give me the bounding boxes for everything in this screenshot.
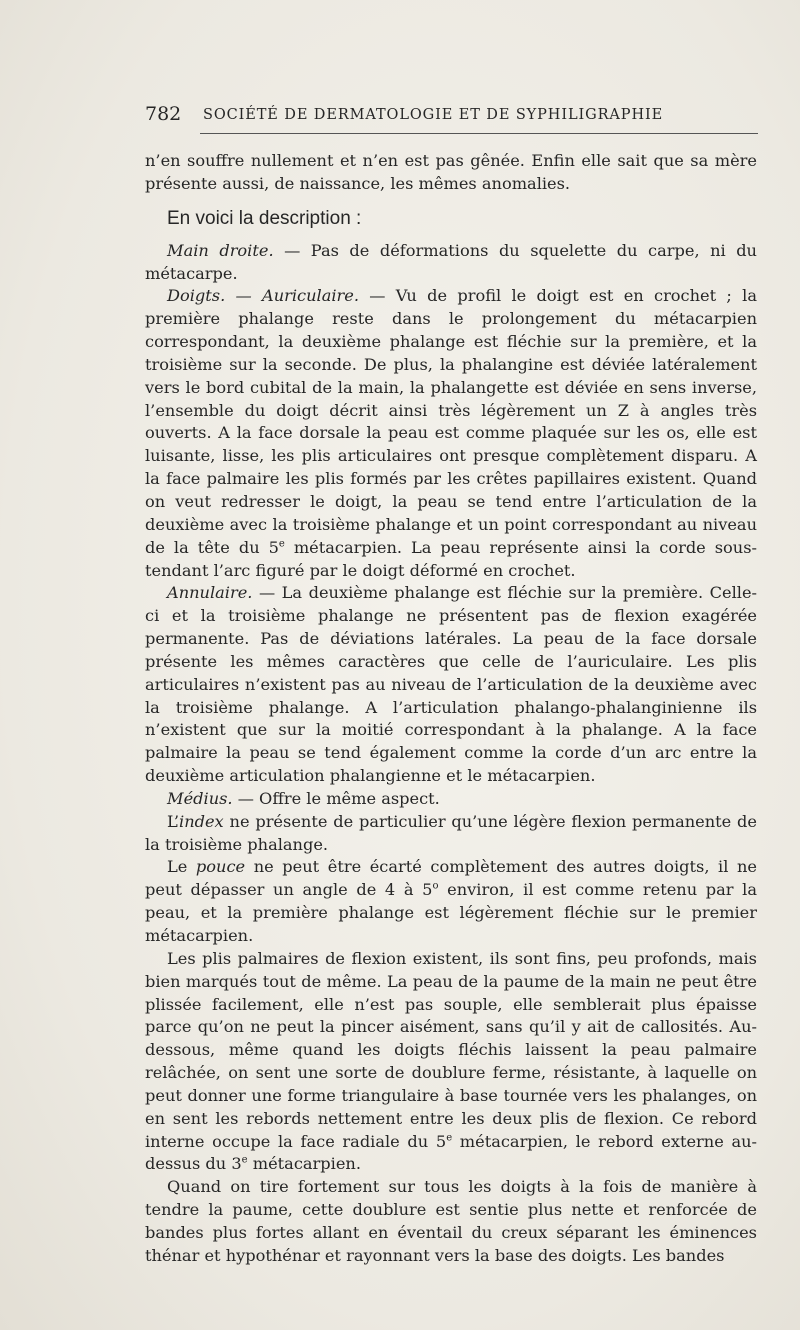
running-head: SOCIÉTÉ DE DERMATOLOGIE ET DE SYPHILIGRAPHIE xyxy=(203,107,664,123)
paragraph-medius xyxy=(145,788,757,811)
superscript: e xyxy=(241,1155,248,1167)
paragraph-main-droite xyxy=(145,240,757,286)
page-header xyxy=(145,102,755,128)
section-heading: En voici la description : xyxy=(167,207,362,229)
text-plis-a: Les plis palmaires de flexion existent, ils sont fins, peu profonds, mais bien marqués tout de même. La peau de la paume de la main ne peut être plissée facilement, elle n’est pas souple, elle semblerait plus épaisse parce qu’on ne peut la pincer aisément, sans qu’il y ait de callosités. Au-dessous, même quand les doigts fléchis laissent la peau palmaire relâchée, on sent une sorte de doublure ferme, résistante, à laquelle on peut donner une forme triangulaire à base tournée vers les phalanges, on en sent les rebords nettement entre les deux plis de flexion. Ce rebord interne occupe la face radiale du 5 xyxy=(145,948,757,1151)
label-index: index xyxy=(179,811,224,831)
text-pouce-b: environ, il est comme retenu par la peau, et la première phalange est légèrement fléchie sur le premier métacarpien. xyxy=(145,880,757,945)
body-text xyxy=(145,150,757,1268)
paragraph-index xyxy=(145,811,757,857)
paragraph-plis-palmaires xyxy=(145,948,757,1176)
text-annulaire: — La deuxième phalange est fléchie sur la première. Celle-ci et la troisième phalange ne présentent pas de flexion exagérée permanente. Pas de déviations latérales. La peau de la face dorsale présente les mêmes caractères que celle de l’auriculaire. Les plis articulaires n’existent pas au niveau de l’articulation de la deuxième avec la troisième phalange. A l’articulation phalango-phalanginienne ils n’existent que sur la moitié correspondant à la phalange. A la face palmaire la peau se tend également comme la corde d’un arc entre la deuxième articulation phalangienne et le métacarpien. xyxy=(145,583,757,786)
text-main-droite: — Pas de déformations du squelette du carpe, ni du métacarpe. xyxy=(145,240,757,283)
paragraph-pouce xyxy=(145,856,757,947)
label-doigts-auriculaire: Doigts. — Auriculaire. xyxy=(167,286,359,306)
paragraph-auriculaire xyxy=(145,285,757,582)
superscript: e xyxy=(278,538,285,550)
label-main-droite: Main droite. xyxy=(167,240,274,260)
label-pouce: pouce xyxy=(195,857,246,877)
prefix-index: L’ xyxy=(167,811,180,831)
header-rule xyxy=(200,133,758,134)
text-medius: — Offre le même aspect. xyxy=(232,788,440,808)
label-medius: Médius. xyxy=(167,788,233,808)
paragraph-intro: n’en souffre nullement et n’en est pas gênée. Enfin elle sait que sa mère présente aussi, de naissance, les mêmes anomalies. xyxy=(145,151,757,193)
paragraph-traction: Quand on tire fortement sur tous les doigts à la fois de manière à tendre la paume, cette doublure est sentie plus nette et renforcée de bandes plus fortes allant en éventail du creux séparant les éminences thénar et hypothénar et rayonnant vers la base des doigts. Les bandes xyxy=(145,1177,757,1265)
text-plis-c: métacarpien. xyxy=(247,1154,361,1174)
text-index: ne présente de particulier qu’une légère flexion permanente de la troisième phalange. xyxy=(145,811,757,854)
text-auriculaire-b: métacarpien. La peau représente ainsi la corde sous-tendant l’arc figuré par le doigt déformé en crochet. xyxy=(145,537,757,580)
label-annulaire: Annulaire. xyxy=(167,583,253,603)
text-pouce-a: ne peut être écarté complètement des autres doigts, il ne peut dépasser un angle de 4 à 5 xyxy=(145,857,757,900)
page-number: 782 xyxy=(145,103,182,125)
prefix-pouce: Le xyxy=(167,857,196,877)
superscript: e xyxy=(446,1132,453,1144)
text-plis-b: métacarpien, le rebord externe au-dessus du 3 xyxy=(145,1131,758,1174)
superscript: o xyxy=(432,880,439,892)
text-auriculaire-a: — Vu de profil le doigt est en crochet ; la première phalange reste dans le prolongement du métacarpien correspondant, la deuxième phalange est fléchie sur la première, et la troisième sur la seconde. De plus, la phalangine est déviée latéralement vers le bord cubital de la main, la phalangette est déviée en sens inverse, l’ensemble du doigt décrit ainsi très légèrement un Z à angles très ouverts. A la face dorsale la peau est comme plaquée sur les os, elle est luisante, lisse, les plis articulaires ont presque complètement disparu. A la face palmaire les plis formés par les crêtes papillaires existent. Quand on veut redresser le doigt, la peau se tend entre l’articulation de la deuxième avec la troisième phalange et un point correspondant au niveau de la tête du 5 xyxy=(145,286,757,557)
paragraph-annulaire xyxy=(145,582,757,788)
